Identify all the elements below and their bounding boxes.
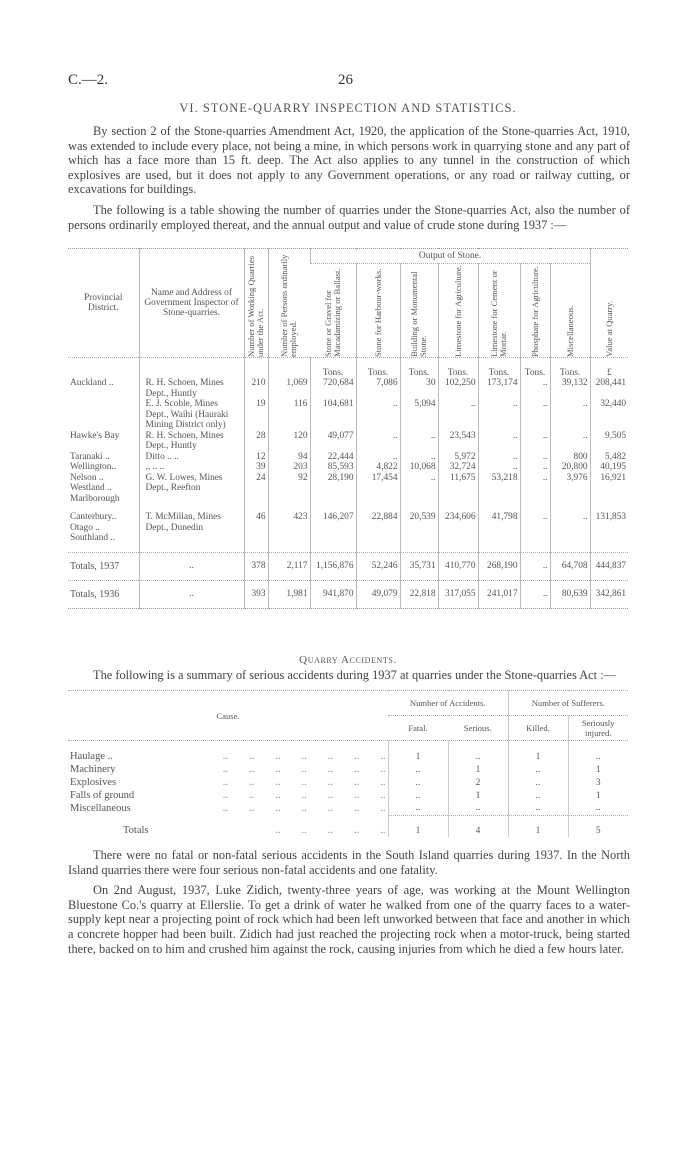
accident-row: [68, 789, 628, 802]
value-cell: 146,207: [310, 512, 356, 552]
accident-row: [68, 763, 628, 776]
paragraph: There were no fatal or non-fatal serious accidents in the South Island quarries during 1937. In the North Island quarries there were four serious non-fatal accidents and one fatality.: [68, 848, 630, 877]
value-cell: 46: [244, 512, 268, 552]
value-cell: 11,675: [438, 473, 478, 513]
header-lime-cement: Limestone for Cement or Mortar.: [478, 264, 520, 358]
value-cell: ..: [478, 452, 520, 463]
document-reference: C.—2.: [68, 72, 109, 88]
value-cell: 241,017: [478, 580, 520, 608]
accident-totals-row: [68, 815, 628, 837]
value-cell: ..: [520, 452, 550, 463]
value-cell: 4,822: [356, 462, 400, 473]
leader-dots: .. .. .. .. .. .. ..: [222, 803, 386, 814]
accidents-table: [68, 690, 628, 837]
value-cell: 20,800: [550, 462, 590, 473]
count-cell: 1: [388, 741, 448, 764]
count-cell: ..: [448, 741, 508, 764]
cause-label: Falls of ground: [70, 790, 135, 801]
unit-label: Tons.: [310, 358, 356, 379]
leader-dots: .. .. .. .. .. .. ..: [222, 777, 386, 788]
value-cell: 53,218: [478, 473, 520, 513]
count-cell: 4: [448, 815, 508, 837]
header-quarries: Number of Working Quarries under the Act.: [244, 249, 268, 358]
value-cell: 22,818: [400, 580, 438, 608]
count-cell: ..: [568, 741, 628, 764]
value-cell: ..: [520, 473, 550, 513]
district-cell: Wellington..: [70, 462, 117, 472]
header-cause: Cause.: [68, 691, 388, 741]
intro-text: [68, 124, 630, 238]
table-row: [68, 399, 628, 431]
value-cell: 17,454: [356, 473, 400, 513]
header-lime-agri: Limestone for Agriculture.: [438, 264, 478, 358]
count-cell: 1: [508, 741, 568, 764]
cell-empty: [139, 358, 244, 379]
paragraph: The following is a table showing the number of quarries under the Stone-quarries Act, also the number of persons ordinarily employed thereat, and the annual output and value of crude stone during 1937 :—: [68, 202, 630, 232]
count-cell: ..: [388, 789, 448, 802]
cause-cell: [68, 741, 388, 764]
value-cell: ..: [550, 399, 590, 431]
count-cell: ..: [508, 763, 568, 776]
inspector-cell: G. W. Lowes, Mines Dept., Reefton: [139, 473, 244, 513]
cause-label: Machinery: [70, 764, 116, 775]
table-row: [68, 378, 628, 399]
value-cell: ..: [400, 431, 438, 452]
header-value: Value at Quarry.: [590, 249, 628, 358]
count-cell: ..: [388, 776, 448, 789]
value-cell: ..: [139, 580, 244, 608]
leader-dots: .. .. .. .. .. .. ..: [222, 790, 386, 801]
value-cell: 203: [268, 462, 310, 473]
header-fatal: Fatal.: [408, 723, 428, 733]
header-sufferers: Number of Sufferers.: [508, 691, 628, 716]
unit-label: Tons.: [478, 358, 520, 379]
count-cell: 1: [388, 815, 448, 837]
inspector-cell: Ditto .. ..: [139, 452, 244, 463]
header-gravel: Stone or Gravel for Macadamizing or Ballast.: [310, 264, 356, 358]
district-cell: Auckland ..: [70, 378, 114, 388]
totals-label: [68, 815, 388, 837]
value-cell: ..: [550, 431, 590, 452]
value-cell: 32,440: [590, 399, 628, 431]
value-cell: ..: [520, 580, 550, 608]
accidents-intro: The following is a summary of serious accidents during 1937 at quarries under the Stone-quarries Act :—: [93, 668, 617, 682]
value-cell: 28,190: [310, 473, 356, 513]
header-harbour: Stone for Harbour-works.: [356, 264, 400, 358]
value-cell: 92: [268, 473, 310, 513]
value-cell: ..: [520, 552, 550, 580]
value-cell: ..: [520, 512, 550, 552]
value-cell: 12: [244, 452, 268, 463]
value-cell: ..: [356, 399, 400, 431]
count-cell: ..: [508, 802, 568, 815]
value-cell: 173,174: [478, 378, 520, 399]
value-cell: 104,681: [310, 399, 356, 431]
inspector-cell: R. H. Schoen, Mines Dept., Huntly: [139, 431, 244, 452]
page-number: 26: [338, 72, 353, 88]
count-cell: 2: [448, 776, 508, 789]
value-cell: 210: [244, 378, 268, 399]
count-cell: 3: [568, 776, 628, 789]
value-cell: 131,853: [590, 512, 628, 552]
section-title: VI. STONE-QUARRY INSPECTION AND STATISTICS.: [179, 101, 517, 115]
leader-dots: .. .. .. .. ..: [275, 825, 386, 836]
value-cell: 32,724: [438, 462, 478, 473]
value-cell: 64,708: [550, 552, 590, 580]
value-cell: 5,094: [400, 399, 438, 431]
value-cell: 39: [244, 462, 268, 473]
count-cell: 1: [568, 789, 628, 802]
header-district: Provincial District.: [68, 249, 139, 358]
value-cell: 40,195: [590, 462, 628, 473]
unit-label: Tons.: [356, 358, 400, 379]
value-cell: ..: [356, 431, 400, 452]
value-cell: 116: [268, 399, 310, 431]
value-cell: ..: [520, 399, 550, 431]
accident-row: [68, 802, 628, 815]
table-row: [68, 452, 628, 463]
value-cell: 317,055: [438, 580, 478, 608]
value-cell: 378: [244, 552, 268, 580]
inspector-cell: E. J. Scoble, Mines Dept., Waihi (Hauraki Mining District only): [139, 399, 244, 431]
value-cell: 3,976: [550, 473, 590, 513]
value-cell: 30: [400, 378, 438, 399]
value-cell: 49,077: [310, 431, 356, 452]
table-row: [68, 431, 628, 452]
paragraph: On 2nd August, 1937, Luke Zidich, twenty-three years of age, was working at the Mount Wellington Bluestone Co.'s quarry at Ellerslie. To get a drink of water he walked from one of the quarry faces to a water-supply kept near a projecting point of rock which had been left unworked between that face and another in which a concrete hopper had been built. Zidich had just reached the projecting rock when a motor-truck, being started there, backed on to him and crushed him against the rock, causing injuries from which he died a few hours later.: [68, 883, 630, 956]
count-cell: 1: [448, 763, 508, 776]
value-cell: ..: [478, 431, 520, 452]
value-cell: 800: [550, 452, 590, 463]
value-cell: 234,606: [438, 512, 478, 552]
header-inspector: Name and Address of Government Inspector of Stone-quarries.: [139, 249, 244, 358]
totals-label: Totals, 1937: [68, 552, 139, 580]
unit-label: Tons.: [550, 358, 590, 379]
cause-label: Haulage ..: [70, 751, 113, 762]
accident-row: [68, 776, 628, 789]
closing-text: [68, 848, 630, 962]
unit-label: Tons.: [438, 358, 478, 379]
header-misc: Miscellaneous.: [550, 264, 590, 358]
value-cell: 28: [244, 431, 268, 452]
cell-empty: [68, 358, 139, 379]
unit-label: Tons.: [400, 358, 438, 379]
value-cell: 22,444: [310, 452, 356, 463]
value-cell: 7,086: [356, 378, 400, 399]
value-cell: 10,068: [400, 462, 438, 473]
district-cell: Hawke's Bay: [70, 430, 120, 441]
value-cell: 208,441: [590, 378, 628, 399]
value-cell: 94: [268, 452, 310, 463]
count-cell: 1: [448, 789, 508, 802]
cause-label: Explosives: [70, 777, 117, 788]
accidents-heading: Quarry Accidents.: [299, 654, 397, 666]
value-cell: ..: [550, 512, 590, 552]
header-building: Building or Monumental Stone.: [400, 264, 438, 358]
value-cell: 120: [268, 431, 310, 452]
header-output-group: Output of Stone.: [310, 249, 590, 264]
inspector-cell: R. H. Schoen, Mines Dept., Huntly: [139, 378, 244, 399]
header-persons: Number of Persons ordinarily employed.: [268, 249, 310, 358]
value-cell: 35,731: [400, 552, 438, 580]
value-cell: 19: [244, 399, 268, 431]
inspector-cell: T. McMillan, Mines Dept., Dunedin: [139, 512, 244, 552]
count-cell: 5: [568, 815, 628, 837]
value-cell: 941,870: [310, 580, 356, 608]
value-cell: ..: [520, 462, 550, 473]
count-cell: 1: [508, 815, 568, 837]
totals-text: Totals: [123, 825, 149, 836]
unit-label: £: [590, 358, 628, 379]
value-cell: 1,069: [268, 378, 310, 399]
units-row: [68, 358, 628, 379]
value-cell: 423: [268, 512, 310, 552]
count-cell: ..: [508, 789, 568, 802]
value-cell: 342,861: [590, 580, 628, 608]
value-cell: 52,246: [356, 552, 400, 580]
totals-row: [68, 552, 628, 580]
value-cell: 5,482: [590, 452, 628, 463]
value-cell: 22,884: [356, 512, 400, 552]
count-cell: 1: [568, 763, 628, 776]
value-cell: 80,639: [550, 580, 590, 608]
value-cell: 85,593: [310, 462, 356, 473]
value-cell: ..: [400, 452, 438, 463]
value-cell: ..: [520, 378, 550, 399]
header-phosphate: Phosphate for Agriculture.: [520, 264, 550, 358]
leader-dots: .. .. .. .. .. .. ..: [222, 751, 386, 762]
value-cell: 20,539: [400, 512, 438, 552]
value-cell: 39,132: [550, 378, 590, 399]
value-cell: 268,190: [478, 552, 520, 580]
value-cell: 49,079: [356, 580, 400, 608]
stone-output-table: [68, 248, 628, 609]
leader-dots: .. .. .. .. .. .. ..: [222, 764, 386, 775]
value-cell: 23,543: [438, 431, 478, 452]
header-accidents: Number of Accidents.: [388, 691, 508, 716]
cause-label: Miscellaneous: [70, 803, 131, 814]
count-cell: ..: [568, 802, 628, 815]
table-row: [68, 462, 628, 473]
value-cell: ..: [400, 473, 438, 513]
unit-label: Tons.: [520, 358, 550, 379]
cause-cell: [68, 763, 388, 776]
cell-empty: [244, 358, 268, 379]
table-row: [68, 512, 628, 552]
value-cell: 5,972: [438, 452, 478, 463]
value-cell: 720,684: [310, 378, 356, 399]
header-serious: Serious.: [463, 723, 492, 733]
value-cell: 9,505: [590, 431, 628, 452]
totals-label: Totals, 1936: [68, 580, 139, 608]
header-killed: Killed.: [508, 716, 568, 741]
value-cell: 2,117: [268, 552, 310, 580]
cause-cell: [68, 789, 388, 802]
district-cell: Nelson .. Westland .. Marlborough: [70, 472, 120, 504]
value-cell: ..: [478, 399, 520, 431]
value-cell: ..: [356, 452, 400, 463]
accident-row: [68, 741, 628, 764]
value-cell: 24: [244, 473, 268, 513]
count-cell: ..: [388, 802, 448, 815]
count-cell: ..: [388, 763, 448, 776]
header-injured: Seriously injured.: [568, 716, 628, 741]
cell-empty: [268, 358, 310, 379]
cause-cell: [68, 776, 388, 789]
value-cell: ..: [438, 399, 478, 431]
value-cell: 444,837: [590, 552, 628, 580]
table-row: [68, 473, 628, 513]
totals-row: [68, 580, 628, 608]
value-cell: 410,770: [438, 552, 478, 580]
count-cell: ..: [448, 802, 508, 815]
district-cell: [68, 399, 139, 431]
district-cell: Canterbury.. Otago .. Southland ..: [70, 512, 117, 543]
value-cell: ..: [139, 552, 244, 580]
value-cell: 1,156,876: [310, 552, 356, 580]
cause-cell: [68, 802, 388, 815]
value-cell: ..: [478, 462, 520, 473]
value-cell: 1,981: [268, 580, 310, 608]
paragraph: By section 2 of the Stone-quarries Amendment Act, 1920, the application of the Stone-quarries Act, 1910, was extended to include every place, not being a mine, in which persons work in quarrying stone and any part of which has a face more than 15 ft. deep. The Act also applies to any tunnel in the construction of which explosives are used, but it does not apply to any Government operations, or any road or railway cutting, or excavations for buildings.: [68, 124, 630, 197]
value-cell: 102,250: [438, 378, 478, 399]
value-cell: 41,798: [478, 512, 520, 552]
district-cell: Taranaki ..: [70, 451, 110, 462]
inspector-cell: ,, .. ..: [139, 462, 244, 473]
value-cell: 16,921: [590, 473, 628, 513]
value-cell: ..: [520, 431, 550, 452]
count-cell: ..: [508, 776, 568, 789]
value-cell: 393: [244, 580, 268, 608]
